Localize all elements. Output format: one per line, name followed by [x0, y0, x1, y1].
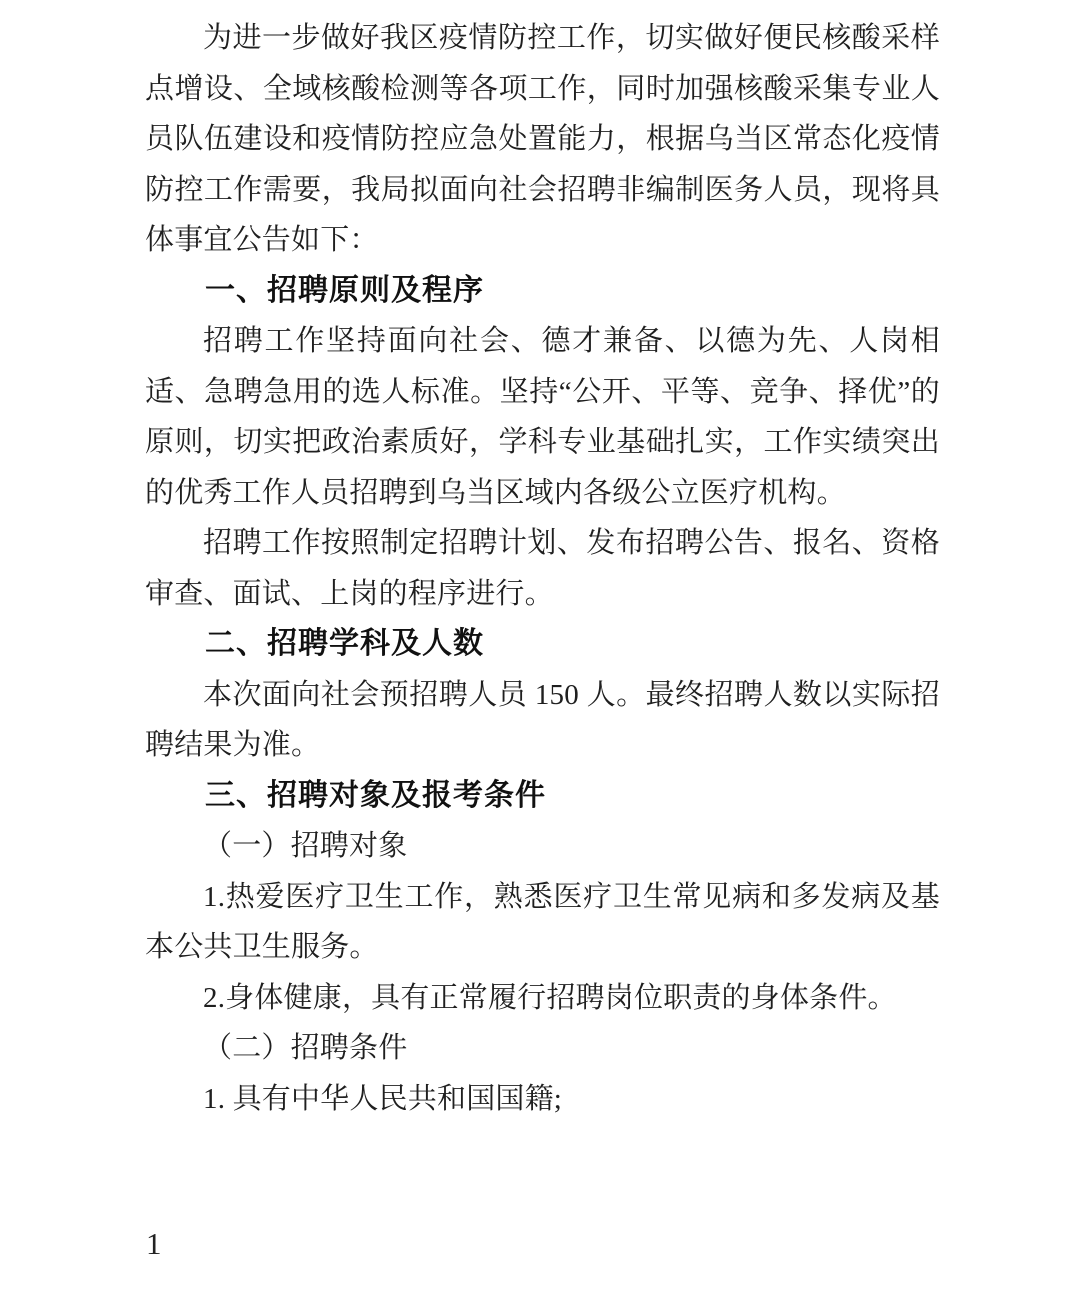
section-heading: 一、招聘原则及程序 — [205, 273, 484, 307]
section-heading: 二、招聘学科及人数 — [205, 627, 484, 660]
paragraph: 招聘工作按照制定招聘计划、发布招聘公告、报名、资格审查、面试、上岗的程序进行。 — [145, 527, 940, 610]
sub-heading: （一）招聘对象 — [203, 830, 408, 862]
paragraph: 1.热爱医疗卫生工作，熟悉医疗卫生常见病和多发病及基本公共卫生服务。 — [145, 880, 940, 963]
page-number: 1 — [146, 1226, 162, 1261]
paragraph: 1. 具有中华人民共和国国籍; — [203, 1082, 563, 1115]
document-page — [145, 13, 940, 1124]
paragraph: 招聘工作坚持面向社会、德才兼备、以德为先、人岗相适、急聘急用的选人标准。坚持“公开、平等、竞争、择优”的原则，切实把政治素质好，学科专业基础扎实，工作实绩突出的优秀工作人员招聘到乌当区域内各级公立医疗机构。 — [145, 325, 940, 509]
paragraph: 2.身体健康，具有正常履行招聘岗位职责的身体条件。 — [203, 981, 897, 1014]
paragraph: 为进一步做好我区疫情防控工作，切实做好便民核酸采样点增设、全域核酸检测等各项工作，同时加强核酸采集专业人员队伍建设和疫情防控应急处置能力，根据乌当区常态化疫情防控工作需要，我局拟面向社会招聘非编制医务人员，现将具体事宜公告如下： — [145, 22, 940, 256]
sub-heading: （二）招聘条件 — [203, 1032, 408, 1064]
section-heading: 三、招聘对象及报考条件 — [205, 778, 546, 812]
document-body — [145, 13, 940, 1124]
paragraph: 本次面向社会预招聘人员 150 人。最终招聘人数以实际招聘结果为准。 — [145, 678, 940, 761]
